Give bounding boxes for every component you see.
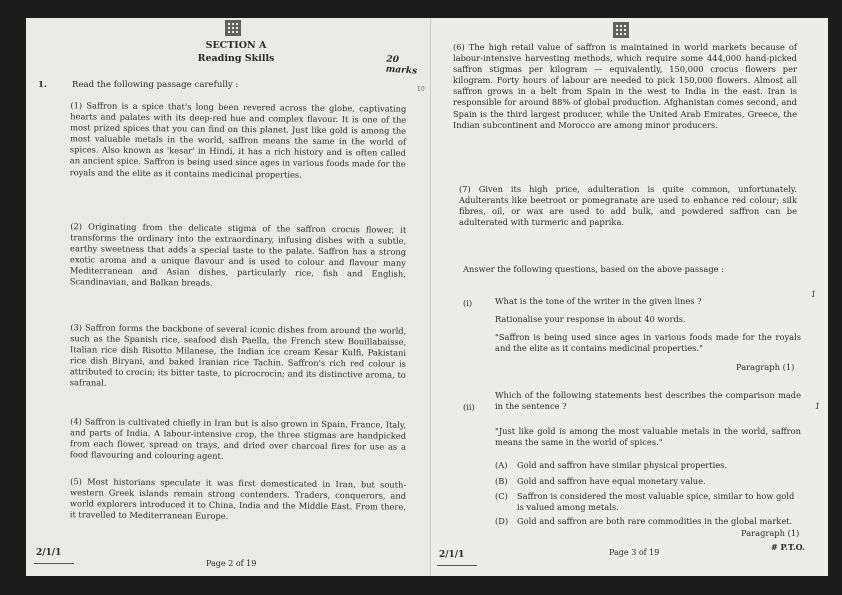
footer-rule <box>34 563 74 564</box>
passage-paragraph-6: (6) The high retail value of saffron is maintained in world markets because of labour-intensive harvesting methods, which require some 444,000 hand-picked saffron stigmas per kilogram — equivalently, 150,000 crocus flowers per kilogram. Forty hours of labour are needed to pick 150,000 flowers. Almost all saffron grows in a belt from Spain in the west to India in the east. Iran is responsible for around 88% of global production. Afghanistan comes second, and Spain is the third largest producer, while the United Arab Emirates, Greece, the Indian subcontinent and Morocco are among minor producers. <box>453 42 797 130</box>
option-b <box>495 476 801 487</box>
left-page <box>26 18 431 576</box>
question-1-instruction: Rationalise your response in about 40 words. <box>495 314 686 324</box>
option-b-text: Gold and saffron have equal monetary value. <box>517 476 706 486</box>
qr-code-icon <box>225 20 241 36</box>
question-1-label: (i) <box>463 298 473 308</box>
passage-paragraph-4: (4) Saffron is cultivated chiefly in Iran but is also grown in Spain, France, Italy, and parts of India. A labour-intensive crop, the three stigmas are handpicked from each flower, spread on trays, and dried over charcoal fires for use as a food flavouring and colouring agent. <box>69 416 407 462</box>
option-d-text: Gold and saffron are both rare commodities in the global market. <box>517 516 793 526</box>
passage-paragraph-7: (7) Given its high price, adulteration is quite common, unfortunately. Adulterants like beetroot or pomegranate are used to enhance red colour; silk fibres, oil, or wax are used to add bulk, and powdered saffron can be adulterated with turmeric and paprika. <box>459 184 797 228</box>
option-c <box>495 491 801 513</box>
passage-paragraph-3: (3) Saffron forms the backbone of several iconic dishes from around the world, such as the Spanish rice, seafood dish Paella, the French stew Bouillabaisse, Italian rice dish Risotto Milanese, the Indian ice cream Kesar Kulfi, Pakistani rice dish Biryani, and baked Iranian rice Tachin. Saffron's rich red colour is attributed to crocin; its bitter taste, to picrocrocin; and its distinctive aroma, to safranal. <box>69 322 407 389</box>
option-c-text: Saffron is considered the most valuable spice, similar to how gold is valued among metals. <box>517 491 795 512</box>
question-2-label: (ii) <box>463 402 475 412</box>
question-2-reference: Paragraph (1) <box>741 528 800 538</box>
question-number: 1. <box>38 80 47 90</box>
qr-code-icon <box>613 22 629 38</box>
option-a-label: (A) <box>495 460 508 470</box>
footer-rule <box>437 565 477 566</box>
question-1-text: What is the tone of the writer in the given lines ? <box>495 296 702 306</box>
section-marks: 20 marks <box>385 54 418 77</box>
option-b-label: (B) <box>495 476 508 486</box>
question-1-reference: Paragraph (1) <box>736 362 795 372</box>
passage-paragraph-2: (2) Originating from the delicate stigma of the saffron crocus flower, it transforms the ordinary into the extraordinary, infusing dishes with a subtle, earthy sweetness that adds a special taste to the palate. Saffron has a strong exotic aroma and a unique flavour and is used to colour and flavour many Mediterranean and Asian dishes, particularly rice, fish and English, Scandinavian, and Balkan breads. <box>69 221 407 289</box>
question-2-text: Which of the following statements best describes the comparison made in the sentence ? <box>495 390 801 412</box>
question-1-mark: 1 <box>811 290 817 299</box>
section-subtitle: Reading Skills <box>197 53 275 64</box>
option-c-label: (C) <box>495 491 508 501</box>
option-a-text: Gold and saffron have similar physical properties. <box>517 460 728 470</box>
footer-code: 2/1/1 <box>36 548 62 558</box>
answer-instruction: Answer the following questions, based on the above passage : <box>463 264 724 274</box>
question-2-mark: 1 <box>815 402 821 411</box>
section-title: SECTION A <box>205 40 267 51</box>
question-1-quote: "Saffron is being used since ages in various foods made for the royals and the elite as it contains medicinal properties." <box>495 332 801 354</box>
option-d-label: (D) <box>495 516 509 526</box>
footer-code: 2/1/1 <box>439 550 465 560</box>
question-2-quote: "Just like gold is among the most valuable metals in the world, saffron means the same in the world of spices." <box>495 426 801 448</box>
pto-label: # P.T.O. <box>771 542 805 552</box>
option-d <box>495 516 801 527</box>
passage-paragraph-5: (5) Most historians speculate it was first domesticated in Iran, but south-western Greek islands remain strong contenders. Traders, conquerors, and world explorers introduced it to China, India and the Middle East. From there, it travelled to Mediterranean Europe. <box>69 476 407 522</box>
side-mark: 10 <box>417 86 425 93</box>
passage-instruction: Read the following passage carefully : <box>72 80 239 90</box>
option-a <box>495 460 801 471</box>
footer-page-number: Page 3 of 19 <box>609 548 660 557</box>
passage-paragraph-1: (1) Saffron is a spice that's long been revered across the globe, captivating hearts and palates with its deep-red hue and complex flavour. It is one of the most prized spices that you can find on this planet. Just like gold is among the most valuable metals in the world, saffron means the same in the world of spices. Also known as 'kesar' in Hindi, it has a rich history and is often called an ancient spice. Saffron is being used since ages in various foods made for the royals and the elite as it contains medicinal properties. <box>69 100 407 180</box>
right-page <box>431 18 828 576</box>
footer-page-number: Page 2 of 19 <box>206 559 257 568</box>
